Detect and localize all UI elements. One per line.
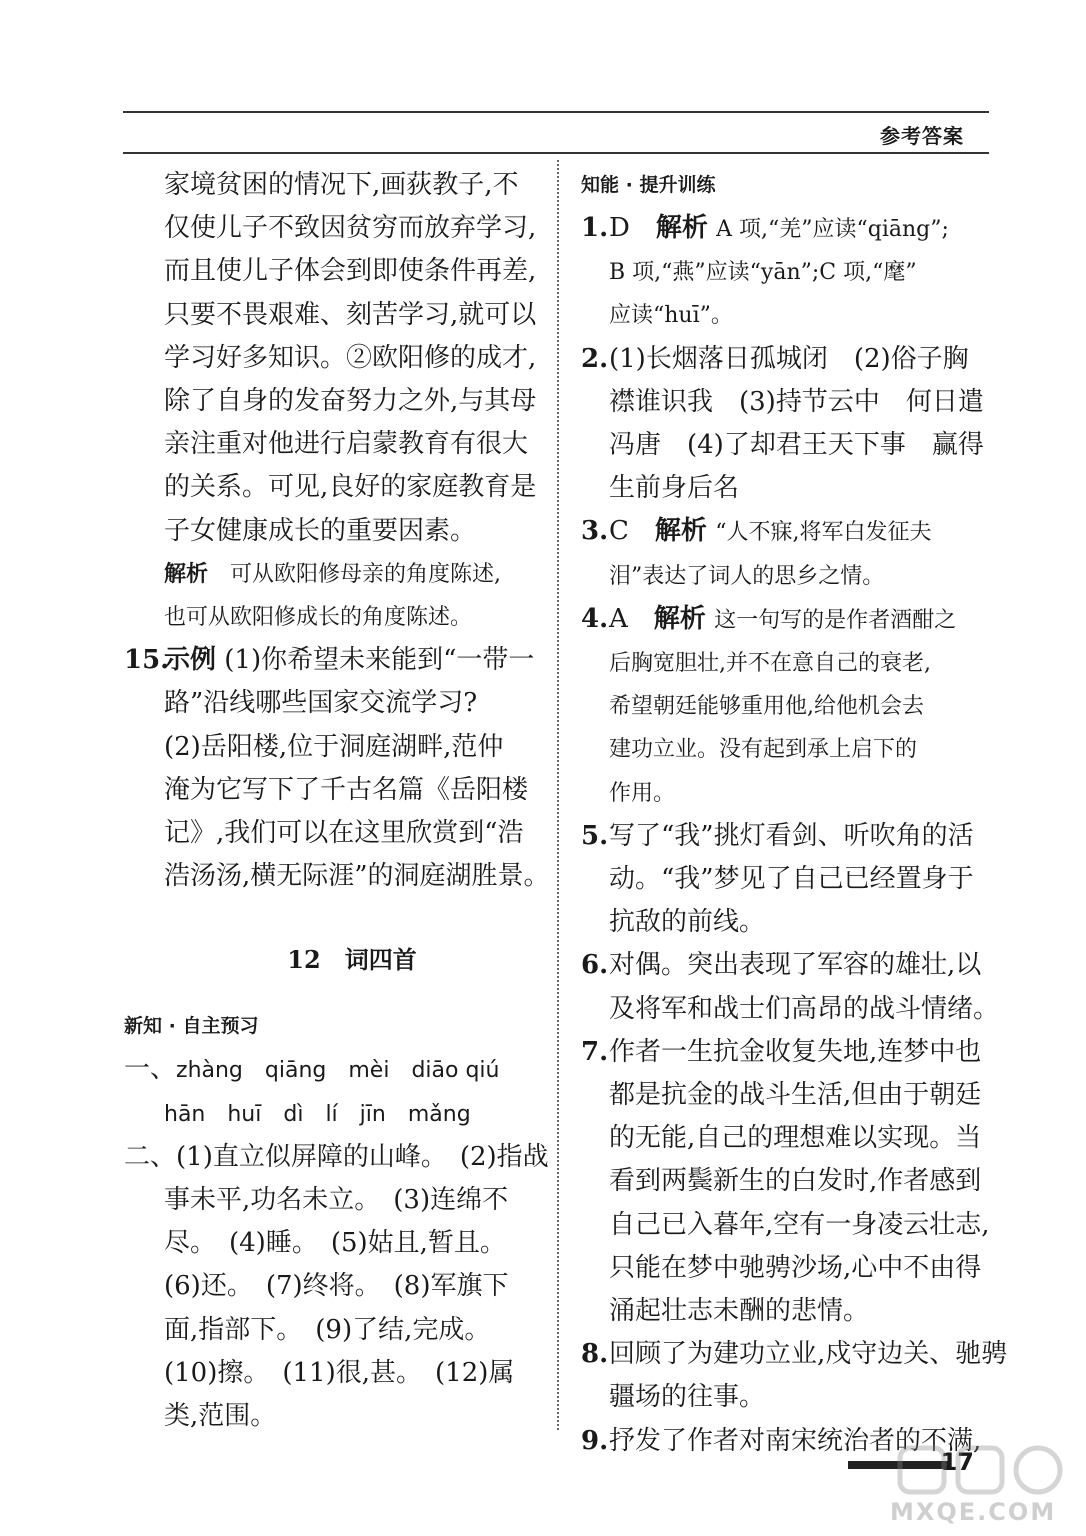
text-line: 应读“huī”。 xyxy=(609,303,733,329)
text-segment: 写了“我”挑灯看剑、听吹角的活 xyxy=(609,820,974,851)
question-number: 3. xyxy=(581,516,609,547)
text-line: 建功立业。没有起到承上启下的 xyxy=(609,737,918,763)
text-line: 的无能,自己的理想难以实现。当 xyxy=(609,1123,982,1154)
text-line: 亲注重对他进行启蒙教育有很大 xyxy=(164,429,529,460)
text-segment: (1)直立似屏障的山峰。 (2)指战 xyxy=(176,1141,549,1172)
question-number: 9. xyxy=(581,1425,609,1456)
answer-2 xyxy=(581,338,993,381)
definition-line xyxy=(124,1136,549,1179)
text-line: 而且使儿子体会到即使条件再差, xyxy=(164,256,537,287)
text-line: 浩汤汤,横无际涯”的洞庭湖胜景。 xyxy=(164,861,550,892)
answer-choice: D xyxy=(609,213,630,243)
analysis-label: 解析 xyxy=(164,560,209,587)
watermark-logo xyxy=(880,1440,1080,1530)
answer-4 xyxy=(581,598,993,642)
definition-line: 面,指部下。 (9)了结,完成。 xyxy=(164,1314,491,1345)
answer-6 xyxy=(581,944,993,987)
text-segment: 回顾了为建功立业,戍守边关、驰骋 xyxy=(609,1339,1008,1370)
example-label: 示例 xyxy=(164,645,217,676)
text-segment: (1)你希望未来能到“一带一 xyxy=(224,645,535,676)
text-line: 的关系。可见,良好的家庭教育是 xyxy=(164,472,537,503)
definition-line: 尽。 (4)睡。 (5)姑且,暂且。 xyxy=(164,1228,506,1259)
text-line: 仅使儿子不致因贫穷而放弃学习, xyxy=(164,213,537,244)
text-line: 淹为它写下了千古名篇《岳阳楼 xyxy=(164,774,529,805)
text-line: 及将军和战士们高昂的战斗情绪。 xyxy=(609,993,1000,1024)
answer-1 xyxy=(581,207,993,251)
right-column xyxy=(581,164,1008,1463)
text-line: 路”沿线哪些国家交流学习? xyxy=(164,688,478,719)
left-column xyxy=(124,164,550,1438)
text-line: 看到两鬓新生的白发时,作者感到 xyxy=(609,1166,982,1197)
definition-line: 类,范围。 xyxy=(164,1401,277,1432)
text-segment: A 项,“羌”应读“qiāng”; xyxy=(716,217,949,242)
text-segment: (1)长烟落日孤城闭 (2)俗子胸 xyxy=(609,343,969,374)
definition-line: 事未平,功名未立。 (3)连绵不 xyxy=(164,1185,509,1216)
answer-3 xyxy=(581,510,993,554)
answer-choice: C xyxy=(609,516,629,547)
text-segment: “人不寐,将军白发征夫 xyxy=(715,520,932,546)
analysis-label: 解析 xyxy=(653,603,706,634)
text-line: 动。“我”梦见了自己已经置身于 xyxy=(609,864,974,895)
text-line: 涌起壮志未酬的悲情。 xyxy=(609,1296,870,1327)
text-line: 抗敌的前线。 xyxy=(609,907,766,938)
watermark-icon xyxy=(880,1440,1080,1500)
answer-7 xyxy=(581,1031,993,1074)
analysis-label: 解析 xyxy=(654,516,707,547)
text-line: 自己已入暮年,空有一身凌云壮志, xyxy=(609,1209,990,1240)
text-line: 后胸宽胆壮,并不在意自己的衰老, xyxy=(609,651,931,677)
text-line: 子女健康成长的重要因素。 xyxy=(164,515,477,546)
question-number: 7. xyxy=(581,1036,609,1067)
section-heading: 新知 · 自主预习 xyxy=(124,1015,259,1038)
text-line: 泪”表达了词人的思乡之情。 xyxy=(609,563,885,589)
pinyin-line xyxy=(124,1048,544,1092)
page-number: 17 xyxy=(940,1448,974,1476)
text-line: 疆场的往事。 xyxy=(609,1382,766,1413)
text-segment: 这一句写的是作者酒酣之 xyxy=(714,607,957,633)
section-heading: 知能 · 提升训练 xyxy=(581,174,716,196)
question-number: 6. xyxy=(581,950,609,981)
answer-8 xyxy=(581,1333,1008,1376)
text-line: 只要不畏艰难、刻苦学习,就可以 xyxy=(164,299,537,330)
text-segment: 对偶。突出表现了军容的雄壮,以 xyxy=(609,950,982,981)
text-line: 作用。 xyxy=(609,780,676,806)
header-title: 参考答案 xyxy=(880,124,964,148)
analysis-line xyxy=(124,553,544,596)
question-number: 1. xyxy=(581,213,609,243)
text-line: B 项,“燕”应读“yān”;C 项,“麾” xyxy=(609,260,917,286)
header-rule-bottom xyxy=(123,152,989,154)
answer-5 xyxy=(581,815,993,858)
item-label: 二、 xyxy=(124,1141,177,1172)
text-line: 只能在梦中驰骋沙场,心中不由得 xyxy=(609,1252,982,1283)
text-line: 学习好多知识。②欧阳修的成才, xyxy=(164,342,537,373)
text-line: 都是抗金的战斗生活,但由于朝廷 xyxy=(609,1080,982,1111)
question-number: 5. xyxy=(581,820,609,851)
header-rule-top xyxy=(123,111,989,113)
text-segment: 作者一生抗金收复失地,连梦中也 xyxy=(609,1036,982,1067)
pinyin-text: zhàng qiāng mèi diāo qiú xyxy=(176,1058,500,1084)
analysis-line: 也可从欧阳修成长的角度陈述。 xyxy=(164,605,473,631)
text-line: 希望朝廷能够重用他,给他机会去 xyxy=(609,694,924,720)
question-number: 4. xyxy=(581,603,609,634)
column-divider xyxy=(557,160,559,1430)
text-line: 生前身后名 xyxy=(609,473,740,504)
analysis-label: 解析 xyxy=(655,213,708,243)
text-line: 冯唐 (4)了却君王天下事 赢得 xyxy=(609,430,984,461)
item-label: 一、 xyxy=(124,1054,177,1085)
definition-line: (10)擦。 (11)很,甚。 (12)属 xyxy=(164,1357,515,1388)
watermark-text: MXQE.COM xyxy=(890,1498,1057,1526)
pinyin-line: hān huī dì lí jīn mǎng xyxy=(164,1101,471,1127)
text-line: 除了自身的发奋努力之外,与其母 xyxy=(164,386,537,417)
text-line: 家境贫困的情况下,画荻教子,不 xyxy=(164,170,519,200)
text-line: (2)岳阳楼,位于洞庭湖畔,范仲 xyxy=(164,731,504,762)
answer-choice: A xyxy=(609,603,628,634)
analysis-text: 可从欧阳修母亲的角度陈述, xyxy=(230,561,502,587)
text-line: 襟谁识我 (3)持节云中 何日遣 xyxy=(609,386,984,417)
question-number: 8. xyxy=(581,1339,609,1370)
question-number: 2. xyxy=(581,343,609,374)
text-segment: 抒发了作者对南宋统治者的不满, xyxy=(609,1425,982,1456)
question-15 xyxy=(124,639,544,682)
question-number: 15. xyxy=(124,645,170,676)
text-line: 记》,我们可以在这里欣赏到“浩 xyxy=(164,818,524,849)
definition-line: (6)还。 (7)终将。 (8)军旗下 xyxy=(164,1271,509,1302)
lesson-title: 12 词四首 xyxy=(287,945,417,975)
